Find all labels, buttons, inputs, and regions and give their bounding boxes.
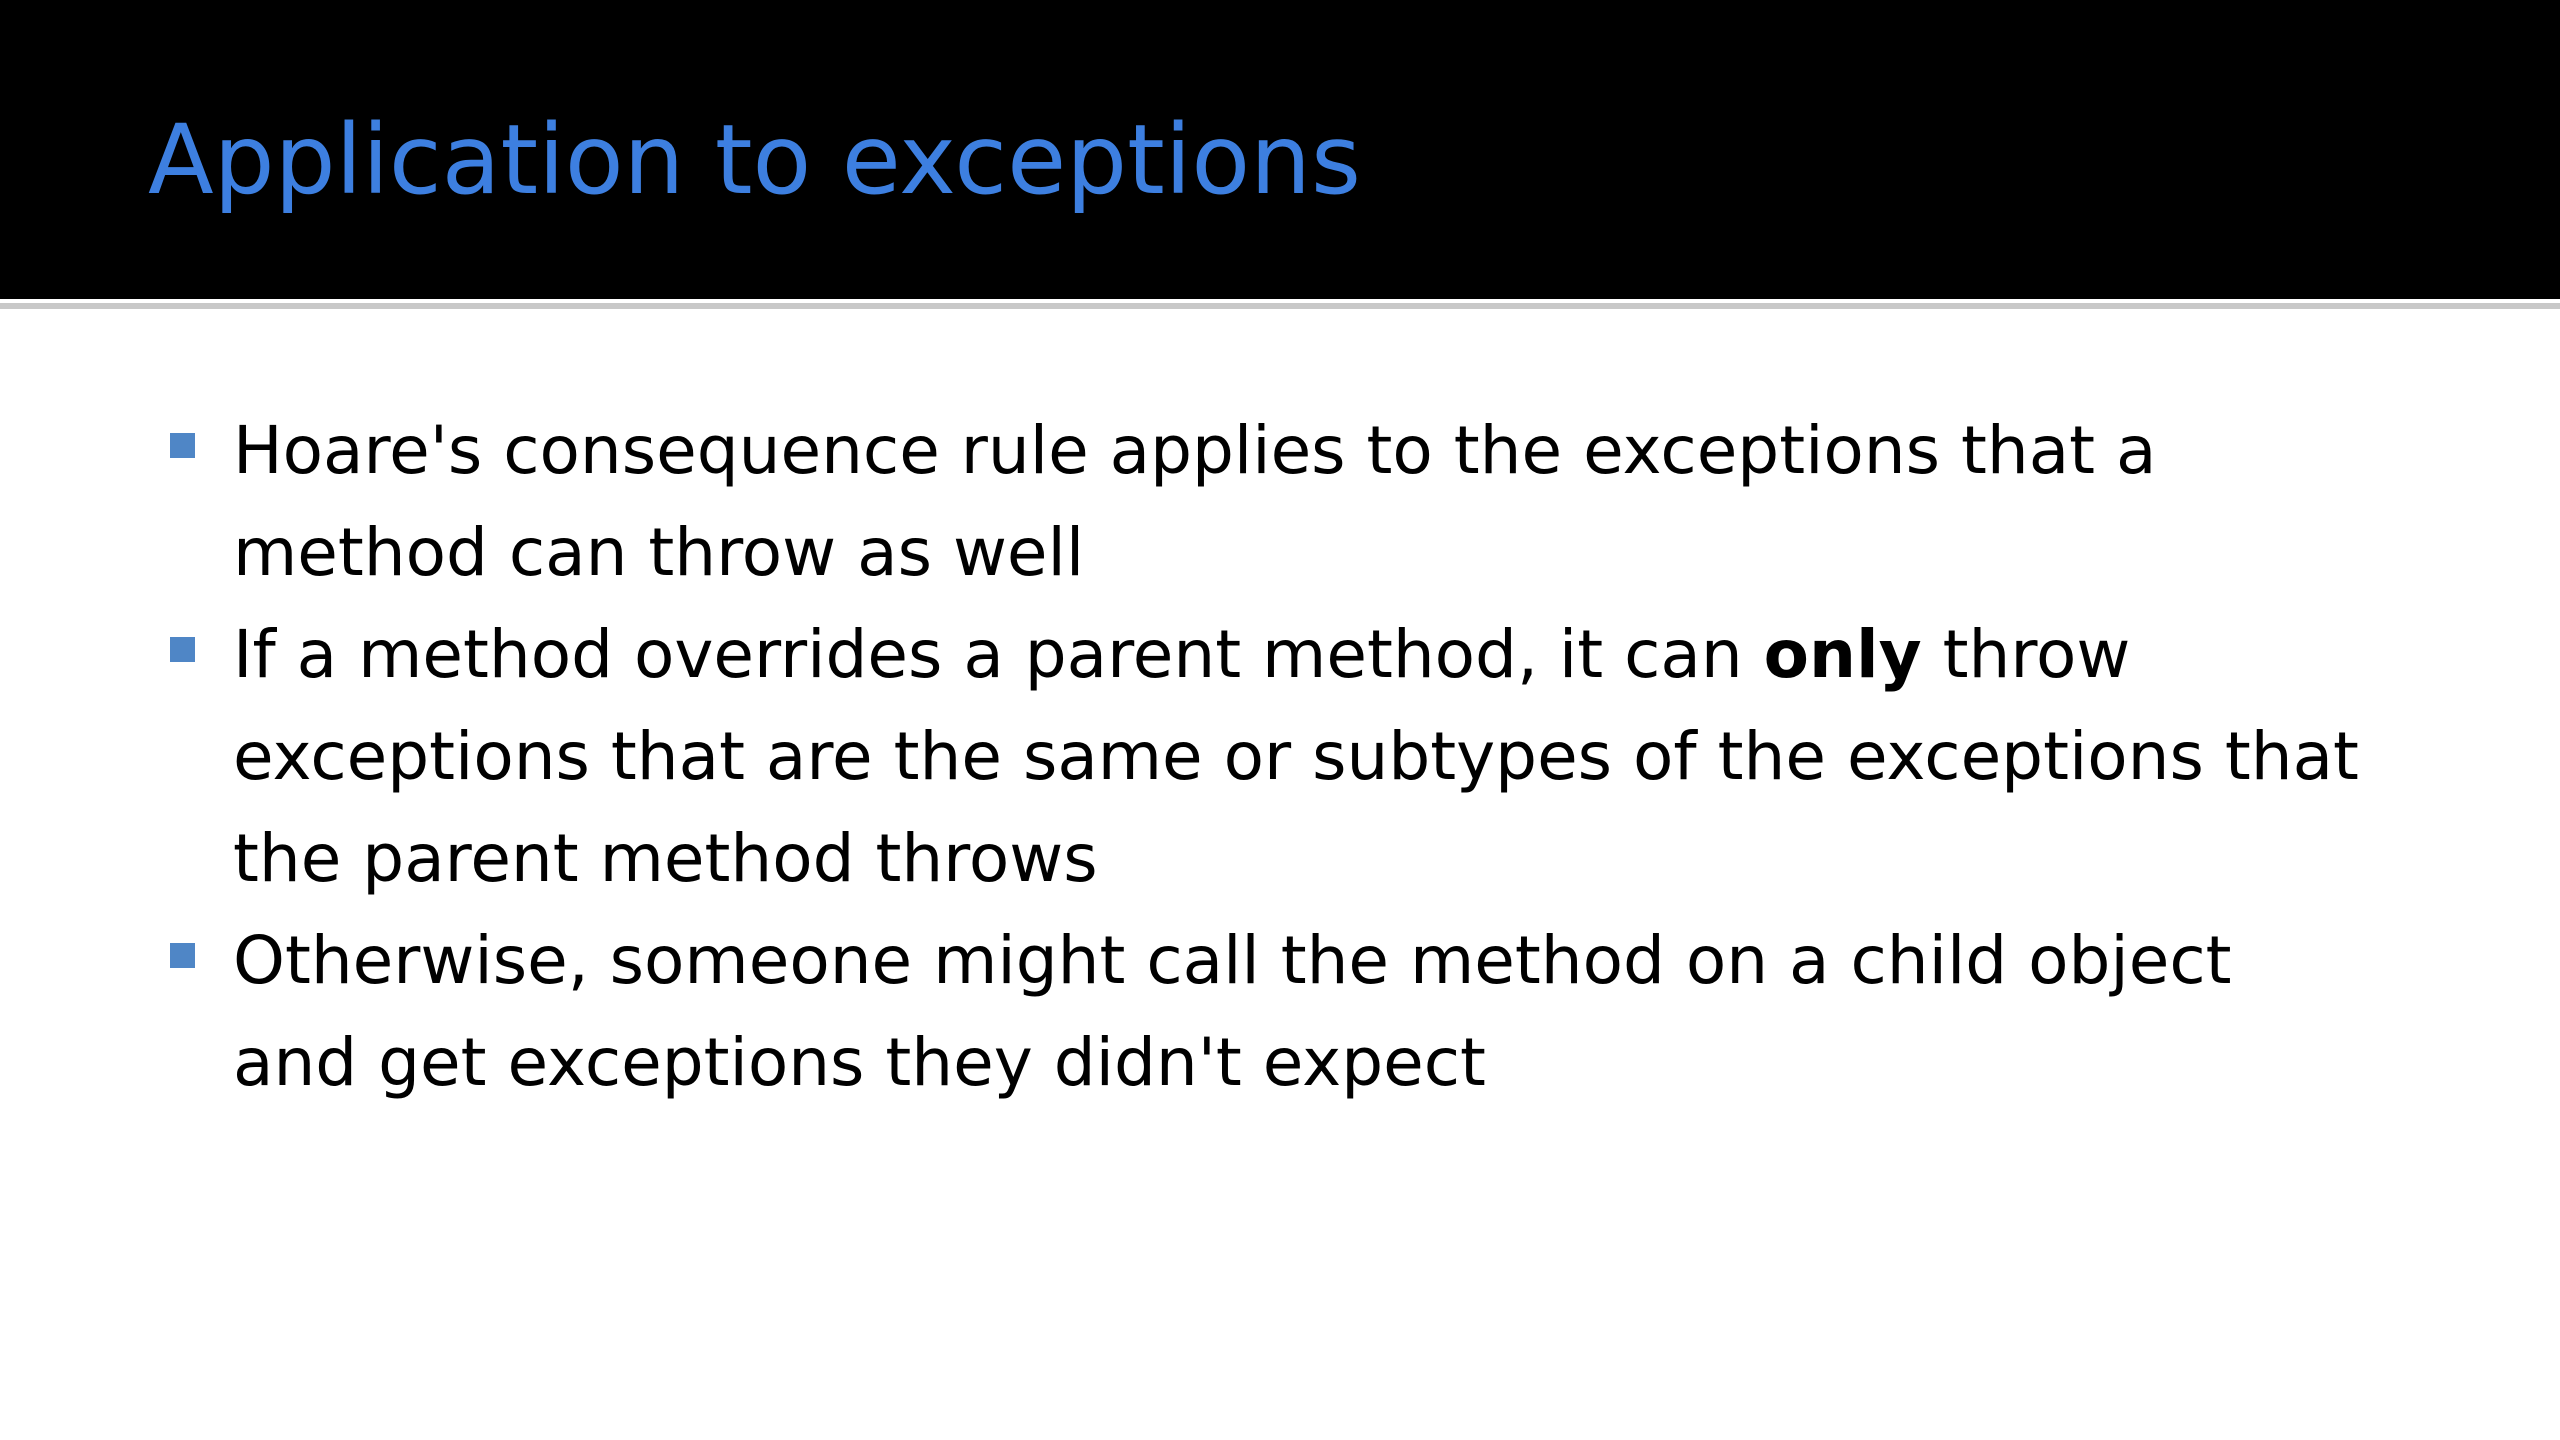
- bullet-text: Hoare's consequence rule applies to the exceptions that a method can throw as well: [233, 412, 2157, 591]
- square-bullet-icon: [170, 637, 195, 662]
- bullet-item: [0, 604, 2373, 910]
- title-divider: [0, 303, 2560, 309]
- square-bullet-icon: [170, 433, 195, 458]
- emphasis-text: only: [1763, 616, 1922, 693]
- square-bullet-icon: [170, 943, 195, 968]
- bullet-text-before: If a method overrides a parent method, it can: [233, 616, 1764, 693]
- bullet-text: [233, 616, 2359, 897]
- bullet-list: [0, 400, 2560, 1114]
- bullet-item: [0, 910, 2373, 1114]
- bullet-item: [0, 400, 2373, 604]
- slide-title: Application to exceptions: [148, 104, 1361, 216]
- bullet-text: Otherwise, someone might call the method on a child object and get exceptions they didn't expect: [233, 922, 2232, 1101]
- bullet-text-after: throw exceptions that are the same or subtypes of the exceptions that the parent method throws: [233, 616, 2359, 897]
